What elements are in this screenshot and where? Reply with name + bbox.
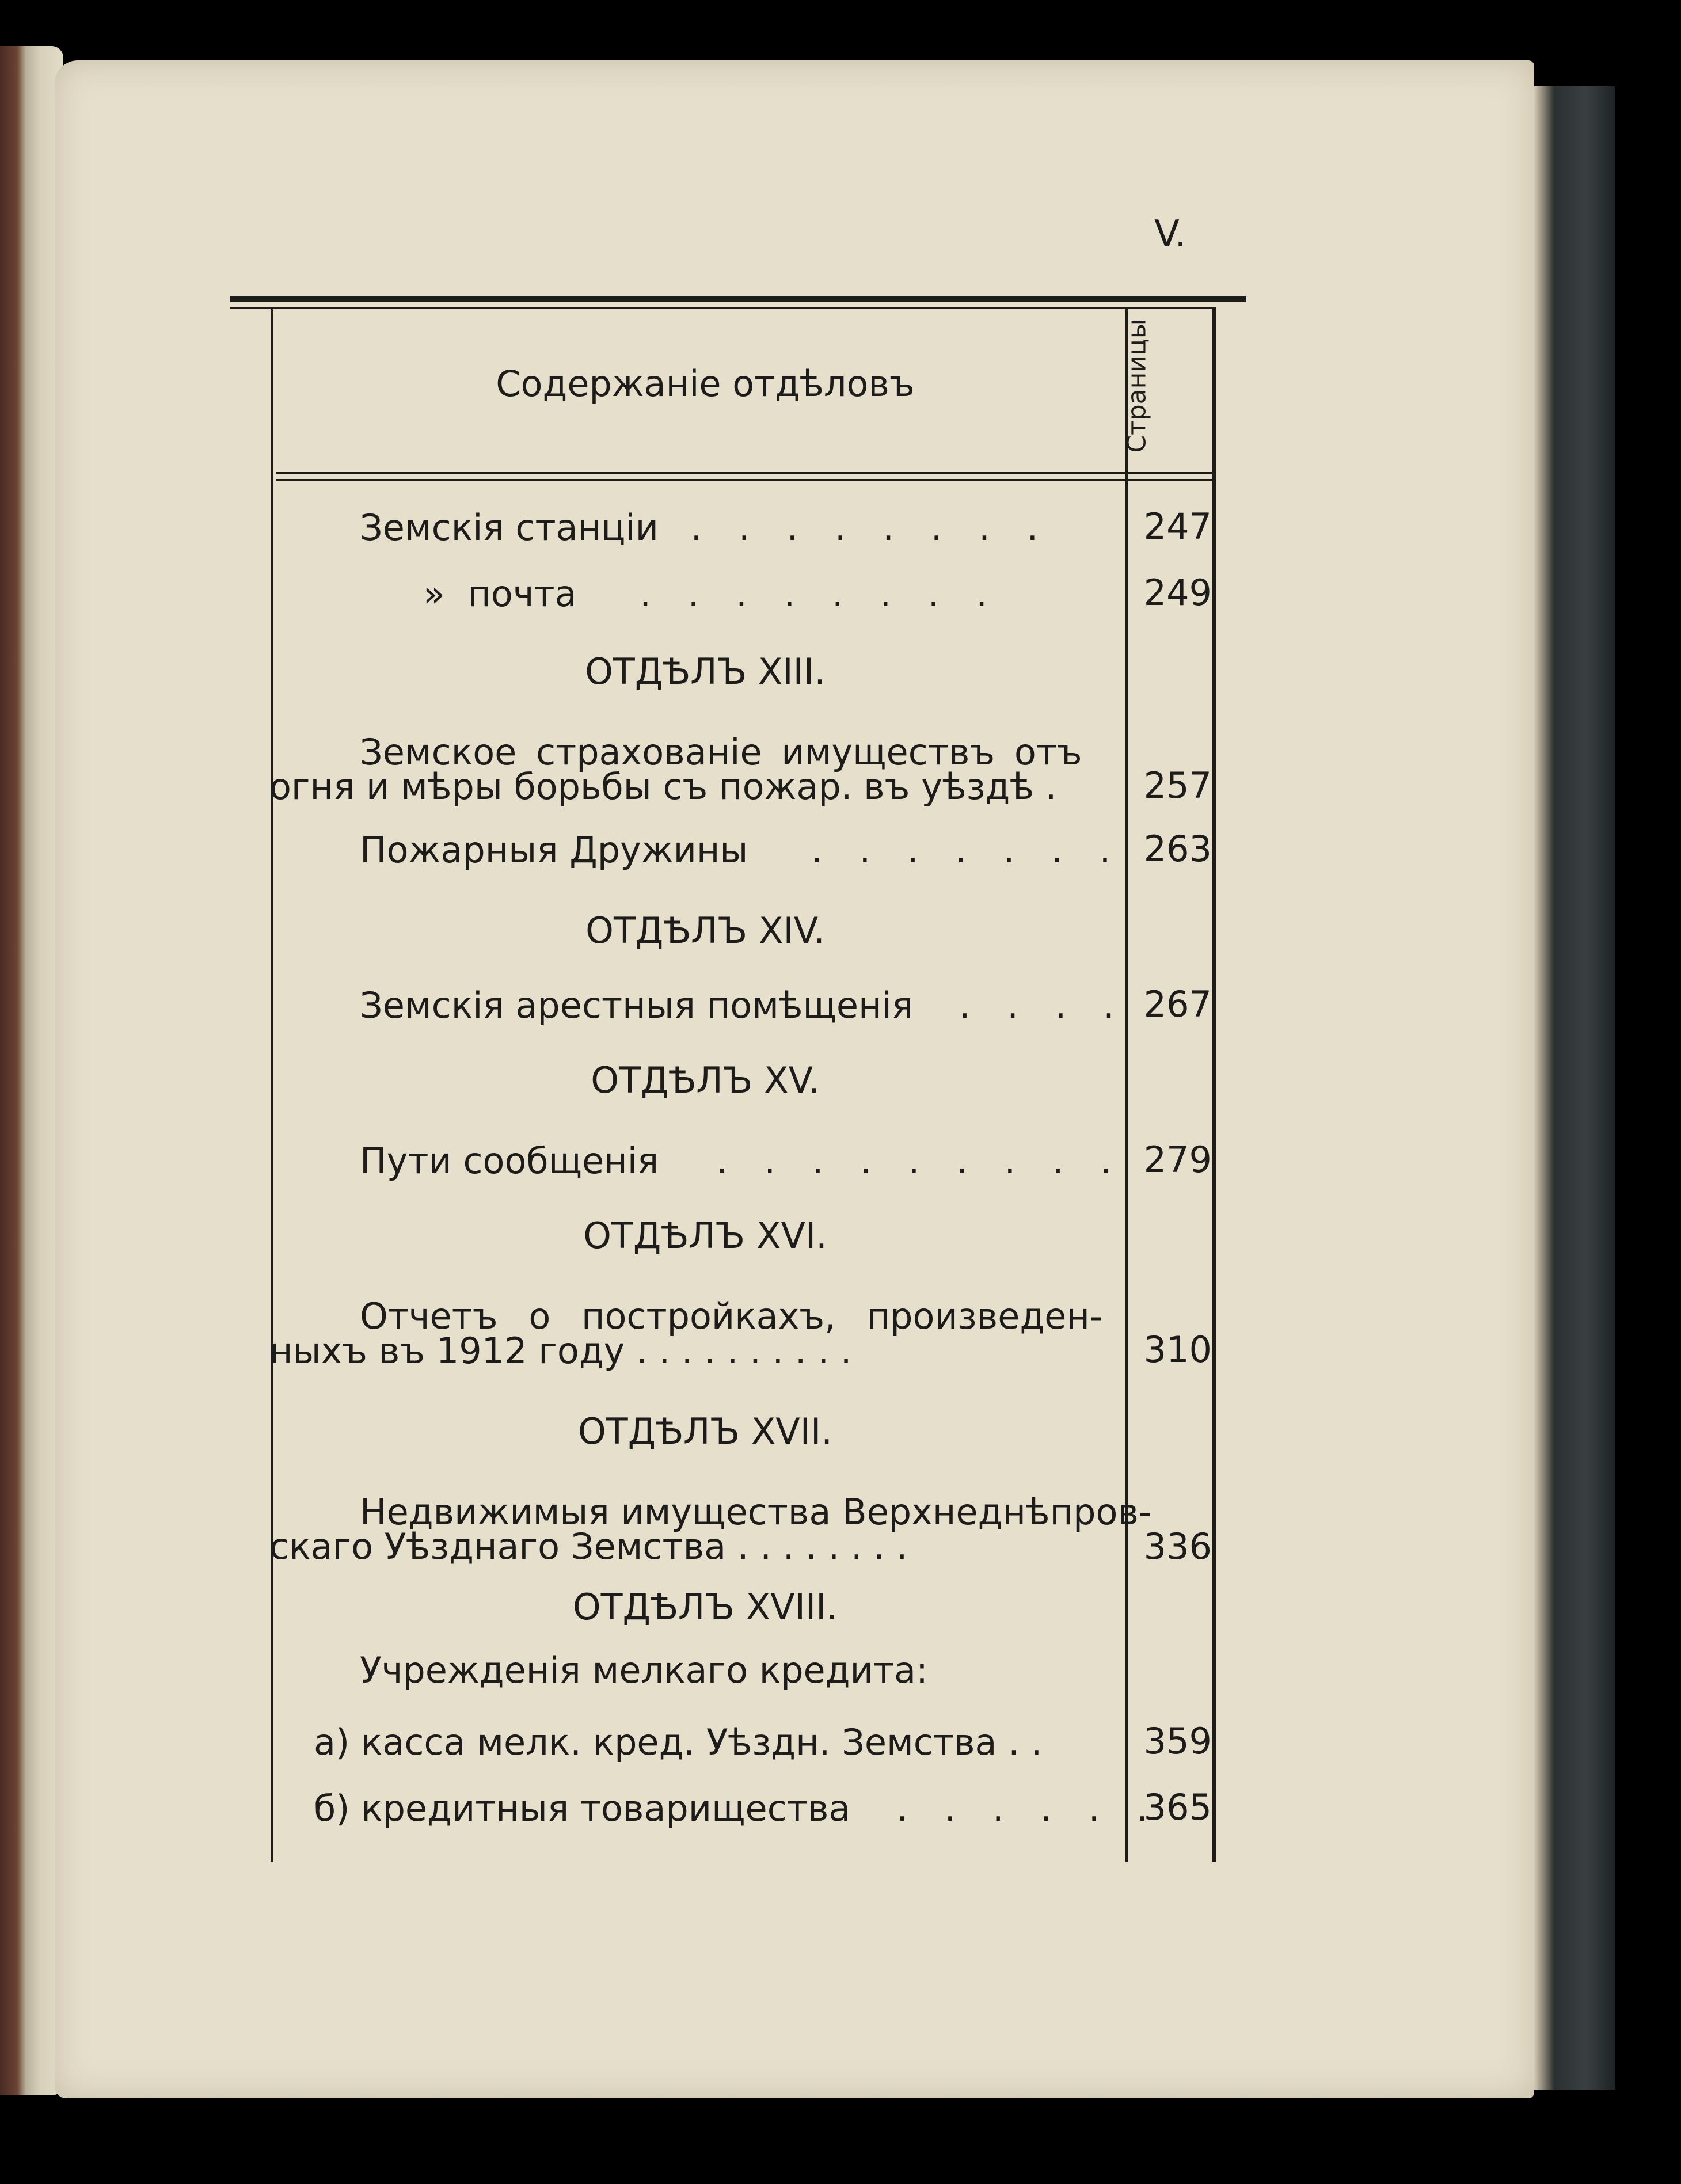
entry-text: Земскія арестныя помѣщенія xyxy=(360,984,914,1026)
entry-text: б) кредитныя товарищества xyxy=(314,1787,851,1829)
dot-leader: . . . . . . . . xyxy=(690,507,1051,549)
toc-entry-otchet-line2: ныхъ въ 1912 году . . . . . . . . . . xyxy=(269,1330,852,1372)
dot-leader: . . . . . . xyxy=(896,1787,1161,1829)
section-heading-xiv: ОТДѢЛЪ XIV. xyxy=(585,910,825,952)
section-heading-xvii: ОТДѢЛЪ XVII. xyxy=(578,1410,832,1452)
header-rule-1 xyxy=(276,472,1212,474)
page-ref-365: 365 xyxy=(1143,1786,1212,1828)
toc-entry-pochta xyxy=(423,573,1000,615)
dot-leader: . . . . . . . . xyxy=(640,573,1000,615)
toc-entry-zemskie-stantsii xyxy=(360,507,1051,549)
toc-entry-kreditnye-tovarishchestva xyxy=(314,1787,1161,1829)
toc-entry-strakhovanie-line2: огня и мѣры борьбы съ пожар. въ уѣздѣ . xyxy=(269,766,1057,808)
toc-entry-pozharnye-druzhiny xyxy=(360,829,1123,871)
top-rule-thick xyxy=(230,296,1246,302)
dot-leader: . . . . . . . xyxy=(811,829,1124,871)
dot-leader: . . . . . . . . . xyxy=(716,1140,1124,1182)
column-header-pages: Страницы xyxy=(1122,318,1152,453)
toc-entry-nedvizhimye-line1: Недвижимыя имущества Верхнеднѣпров- xyxy=(360,1491,1152,1533)
page-ref-257: 257 xyxy=(1143,764,1212,806)
page-ref-263: 263 xyxy=(1143,828,1212,870)
right-border xyxy=(1212,307,1216,1862)
toc-entry-nedvizhimye-line2: скаго Уѣзднаго Земства . . . . . . . . xyxy=(269,1525,908,1567)
book-spine xyxy=(1534,86,1615,2090)
section-heading-xiii: ОТДѢЛЪ XIII. xyxy=(585,650,826,693)
page-ref-359: 359 xyxy=(1143,1720,1212,1762)
entry-text: Земскія станціи xyxy=(360,507,659,549)
entry-text: Пожарныя Дружины xyxy=(360,829,748,871)
page-ref-336: 336 xyxy=(1143,1525,1212,1567)
page-number: V. xyxy=(1154,213,1186,256)
top-rule-thin xyxy=(230,307,1215,309)
page-ref-310: 310 xyxy=(1143,1329,1212,1371)
page-ref-247: 247 xyxy=(1143,505,1212,547)
header-title: Содержаніе отдѣловъ xyxy=(496,363,915,405)
header-rule-2 xyxy=(276,479,1212,481)
dot-leader: . . . . xyxy=(959,984,1127,1026)
toc-entry-kassa: а) касса мелк. кред. Уѣздн. Земства . . xyxy=(314,1721,1043,1763)
section-heading-xvi: ОТДѢЛЪ XVI. xyxy=(583,1215,827,1257)
page-ref-279: 279 xyxy=(1143,1139,1212,1181)
toc-entry-strakhovanie-line1: Земское страхованіе имуществъ отъ xyxy=(360,731,1082,773)
toc-entry-otchet-line1: Отчетъ о постройкахъ, произведен- xyxy=(360,1295,1103,1337)
left-page-edge xyxy=(0,46,63,2095)
page-ref-249: 249 xyxy=(1143,572,1212,614)
entry-text: » почта xyxy=(423,573,577,615)
entry-text: Пути сообщенія xyxy=(360,1140,659,1182)
section-heading-xviii: ОТДѢЛЪ XVIII. xyxy=(572,1586,838,1628)
page-ref-267: 267 xyxy=(1143,983,1212,1025)
toc-entry-puti-soobshcheniya xyxy=(360,1140,1124,1182)
toc-entry-arestnye-pomeshcheniya xyxy=(360,984,1127,1026)
section-heading-xv: ОТДѢЛЪ XV. xyxy=(591,1059,820,1101)
left-border xyxy=(271,307,273,1862)
toc-entry-uchrezhdeniya-kredita: Учрежденія мелкаго кредита: xyxy=(360,1649,928,1691)
